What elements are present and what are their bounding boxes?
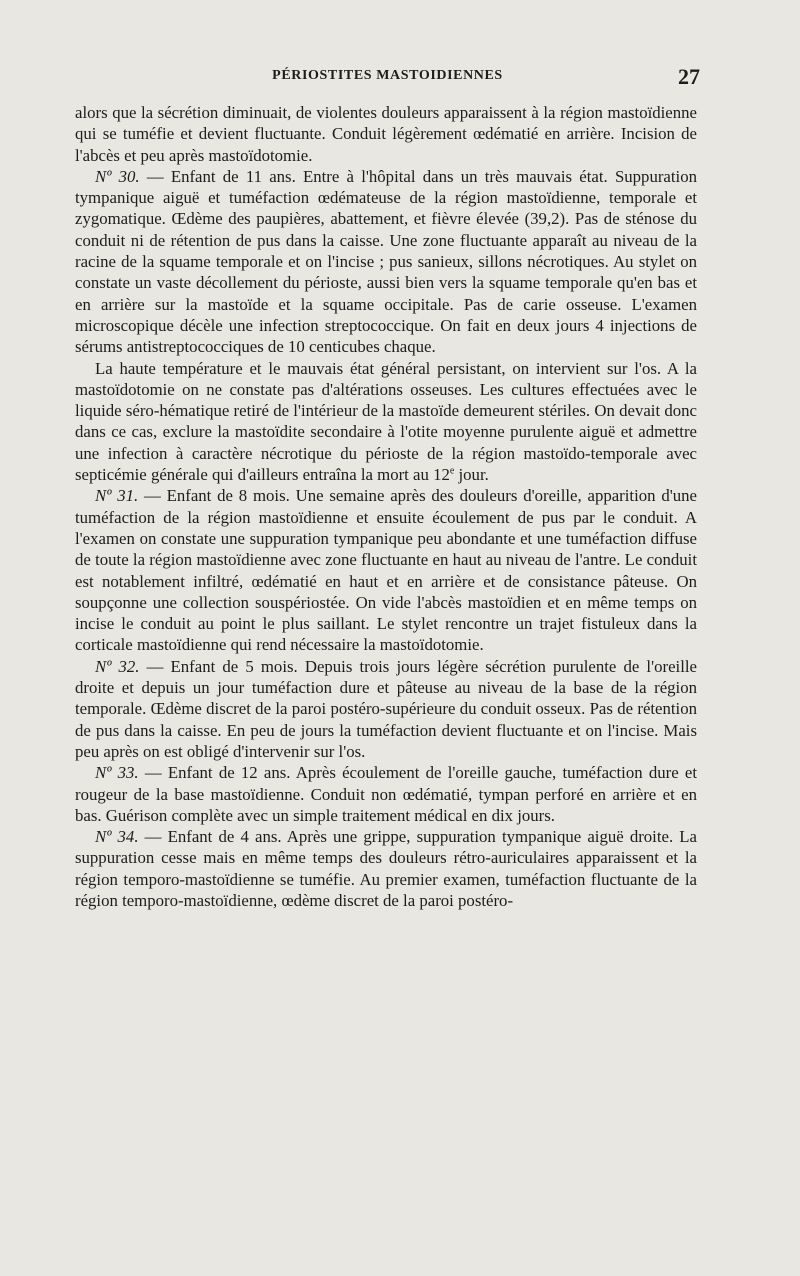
case-33-paragraph [75, 762, 697, 826]
case-number: Nº 34. [95, 827, 139, 847]
page-header [75, 64, 700, 94]
case-number: Nº 30. [95, 166, 140, 186]
case-31-paragraph [75, 485, 697, 655]
body-text [75, 102, 697, 911]
case-30-paragraph [75, 166, 697, 358]
case-32-paragraph [75, 656, 697, 762]
case-number: Nº 33. [95, 763, 139, 783]
paragraph-text: — Enfant de 5 mois. Depuis trois jours légère sécrétion purulente de l'oreille droite et depuis un jour tuméfaction dure et pâteuse au niveau de la base de la région temporale. Œdème discret de la paroi postéro-supérieure du conduit osseux. Pas de rétention de pus dans la caisse. En peu de jours la tuméfaction devient fluctuante et on l'incise. Mais peu après on est obligé d'intervenir sur l'os. [75, 656, 697, 761]
case-number: Nº 32. [95, 656, 140, 676]
case-number: Nº 31. [95, 486, 139, 506]
paragraph-text: — Enfant de 11 ans. Entre à l'hôpital dans un très mauvais état. Suppuration tympanique aiguë et tuméfaction œdémateuse de la région mastoïdienne, temporale et zygomatique. Œdème des paupières, abattement, et fièvre élevée (39,2). Pas de sténose du conduit ni de rétention de pus dans la caisse. Une zone fluctuante apparaît au niveau de la racine de la squame temporale et on l'incise ; pus sanieux, sillons nécrotiques. Au stylet on constate un vaste décollement du périoste, aussi bien vers la squame temporale qu'en bas et en arrière sur la mastoïde et la squame occipitale. Pas de carie osseuse. L'examen microscopique décèle une infection streptococcique. On fait en deux jours 4 injections de sérums antistreptococciques de 10 centicubes chaque. [75, 166, 697, 357]
case-34-paragraph [75, 826, 697, 911]
running-head: PÉRIOSTITES MASTOIDIENNES [272, 68, 503, 83]
page-number: 27 [678, 64, 700, 89]
paragraph-continuation [75, 102, 697, 166]
paragraph-text-tail: jour. [454, 465, 489, 485]
paragraph-text: — Enfant de 12 ans. Après écoulement de l'oreille gauche, tuméfaction dure et rougeur de la base mastoïdienne. Conduit non œdématié, tympan perforé en arrière et en bas. Guérison complète avec un simple traitement médical en dix jours. [75, 763, 697, 825]
paragraph-text: — Enfant de 4 ans. Après une grippe, suppuration tympanique aiguë droite. La suppuration cesse mais en même temps des douleurs rétro-auriculaires apparaissent et la région temporo-mastoïdienne se tuméfie. Au premier examen, tuméfaction fluctuante de la région temporo-mastoïdienne, œdème discret de la paroi postéro- [75, 827, 697, 910]
superscript: e [449, 465, 455, 477]
paragraph-text: alors que la sécrétion diminuait, de violentes douleurs apparaissent à la région mastoïdienne qui se tuméfie et devient fluctuante. Conduit légèrement œdématié en arrière. Incision de l'abcès et peu après mastoïdotomie. [75, 103, 697, 165]
case-30-continuation-paragraph [75, 358, 697, 486]
paragraph-text: — Enfant de 8 mois. Une semaine après des douleurs d'oreille, apparition d'une tuméfaction de la région mastoïdienne et ensuite écoulement de pus par le conduit. A l'examen on constate une suppuration tympanique peu abondante et une tuméfaction diffuse de toute la région mastoïdienne avec zone fluctuante en haut au niveau de l'antre. Le conduit est notablement infiltré, œdématié en haut et en arrière et de consistance pâteuse. On soupçonne une collection souspériostée. On vide l'abcès mastoïdien et en même temps on incise le conduit au point le plus saillant. Le stylet rencontre un trajet fistuleux dans la corticale mastoïdienne qui rend nécessaire la mastoïdotomie. [75, 486, 697, 655]
paragraph-text: La haute température et le mauvais état général persistant, on intervient sur l'os. A la mastoïdotomie on ne constate pas d'altérations osseuses. Les cultures effectuées avec le liquide séro-hématique retiré de l'intérieur de la mastoïde demeurent stériles. On devait donc dans ce cas, exclure la mastoïdite secondaire à l'otite moyenne purulente aiguë et admettre une infection à caractère nécrotique du périoste de la région mastoïdo-temporale avec septicémie générale qui d'ailleurs entraîna la mort au 12 [75, 358, 697, 485]
